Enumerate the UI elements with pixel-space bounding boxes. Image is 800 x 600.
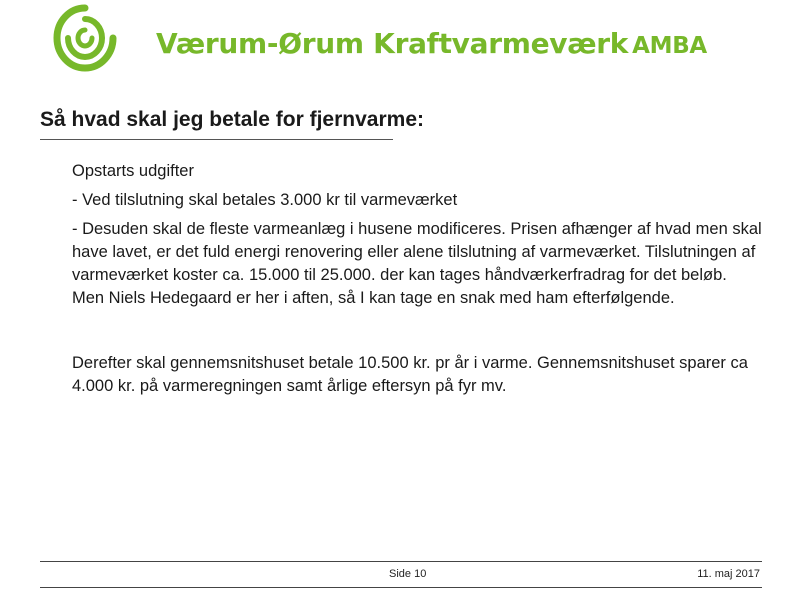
paragraph-heating-modification: - Desuden skal de fleste varmeanlæg i husene modificeres. Prisen afhænger af hvad men skal have lavet, er det fuld energi renovering eller alene tilslutning af varmeværket. Tilslutningen af varmeværket koster ca. 15.000 til 25.000. der kan tages håndværkerfradrag for det beløb. Men Niels Hedegaard er her i aften, så I kan tage en snak med ham efterfølgende. [72, 220, 762, 307]
title-underline [40, 139, 393, 140]
paragraph-connection-fee: - Ved tilslutning skal betales 3.000 kr til varmeværket [72, 191, 458, 209]
slide-title: Så hvad skal jeg betale for fjernvarme: [40, 108, 424, 131]
paragraph-average-house-cost: Derefter skal gennemsnitshuset betale 10.500 kr. pr år i varme. Gennemsnitshuset sparer ca 4.000 kr. på varmeregningen samt årlige eftersyn på fyr mv. [72, 354, 748, 395]
company-suffix: AMBA [632, 33, 707, 59]
paragraph-startup-costs: Opstarts udgifter [72, 162, 194, 180]
footer-divider-bottom [40, 587, 762, 588]
company-name-text: Værum-Ørum Kraftvarmeværk [156, 27, 629, 60]
green-spiral-logo-icon [52, 2, 118, 74]
footer-date: 11. maj 2017 [697, 568, 760, 580]
page-number: Side 10 [389, 568, 427, 580]
slide-body [72, 160, 762, 398]
footer-divider-top [40, 561, 762, 562]
company-name [156, 24, 707, 66]
